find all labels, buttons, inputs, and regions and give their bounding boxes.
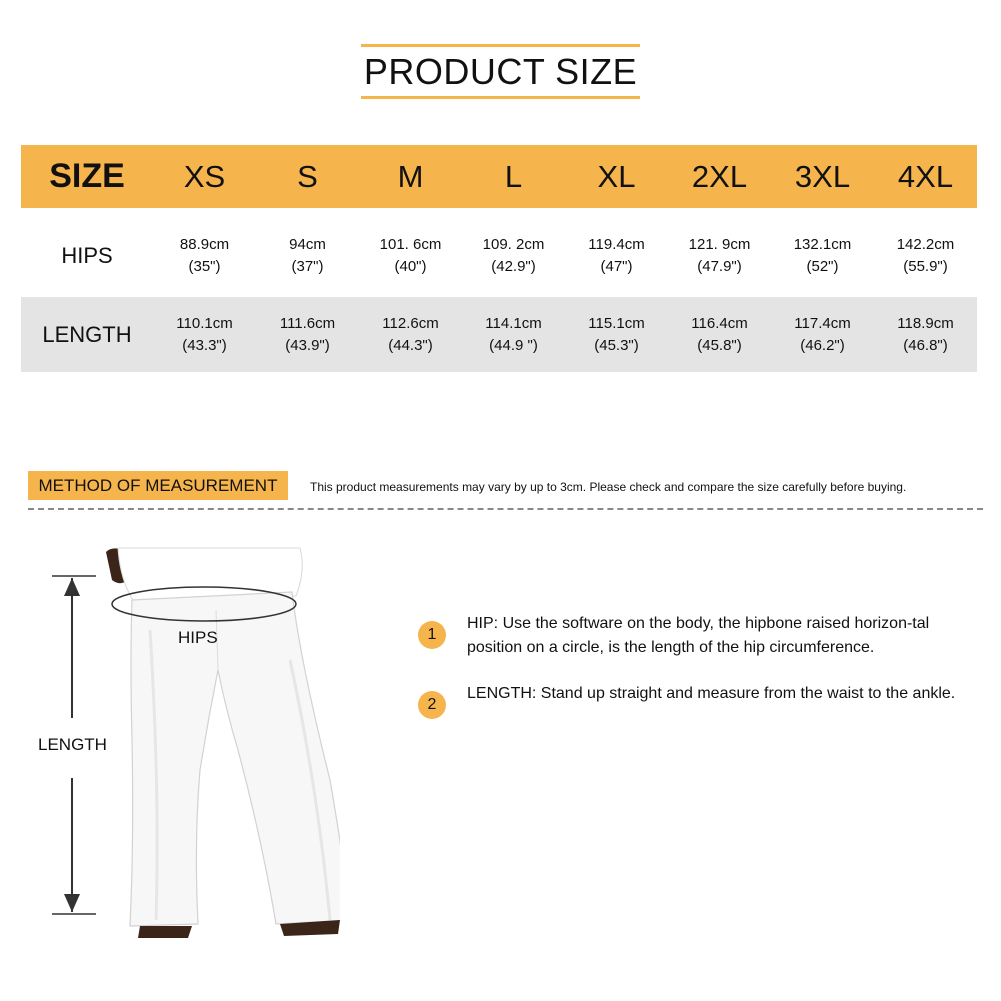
measurement-cell: [565, 218, 668, 293]
inch-value: (45.3"): [594, 336, 639, 354]
inch-value: (44.9 "): [489, 336, 538, 354]
cm-value: 119.4cm: [588, 235, 645, 253]
cm-value: 114.1cm: [485, 314, 542, 332]
measurement-cell: [771, 297, 874, 372]
cm-value: 142.2cm: [896, 235, 955, 253]
step-number-badge: 1: [418, 621, 446, 649]
measurement-cell: [771, 218, 874, 293]
cm-value: 117.4cm: [794, 314, 851, 332]
hips-figure-label: HIPS: [178, 628, 218, 647]
method-label: METHOD OF MEASUREMENT: [28, 471, 288, 500]
measurement-cell: [874, 218, 977, 293]
measurement-cell: [256, 297, 359, 372]
method-note: This product measurements may vary by up to 3cm. Please check and compare the size carefully before buying.: [310, 480, 907, 494]
inch-value: (52"): [806, 257, 839, 275]
size-header-cell: L: [462, 145, 565, 208]
size-header-cell: XL: [565, 145, 668, 208]
step-hip: [418, 612, 978, 660]
size-header-cell: 2XL: [668, 145, 771, 208]
left-foot-shape: [138, 926, 192, 938]
cm-value: 112.6cm: [382, 314, 439, 332]
inch-value: (55.9"): [903, 257, 948, 275]
measurement-cell: [565, 297, 668, 372]
inch-value: (47.9"): [697, 257, 742, 275]
size-header-cell: 3XL: [771, 145, 874, 208]
title-frame: [361, 44, 640, 99]
page-title: PRODUCT SIZE: [363, 50, 638, 92]
length-arrow-up: [64, 578, 80, 596]
measurement-cell: [668, 218, 771, 293]
cm-value: 88.9cm: [179, 235, 230, 253]
cm-value: 111.6cm: [279, 314, 336, 332]
step-length: [418, 682, 978, 719]
dashed-divider: [28, 508, 983, 510]
cm-value: 109. 2cm: [482, 235, 545, 253]
size-header-cell: M: [359, 145, 462, 208]
measurement-cell: [256, 218, 359, 293]
measurement-cell: [668, 297, 771, 372]
inch-value: (35"): [188, 257, 221, 275]
size-header-cell: S: [256, 145, 359, 208]
size-table: [21, 145, 977, 372]
size-header-cell: 4XL: [874, 145, 977, 208]
measurement-cell: [153, 297, 256, 372]
inch-value: (46.2"): [800, 336, 845, 354]
inch-value: (47"): [600, 257, 633, 275]
cm-value: 110.1cm: [176, 314, 233, 332]
table-row: [21, 297, 977, 372]
inch-value: (40"): [394, 257, 427, 275]
cm-value: 118.9cm: [897, 314, 954, 332]
inch-value: (42.9"): [491, 257, 536, 275]
length-figure-label: LENGTH: [38, 735, 107, 754]
inch-value: (37"): [291, 257, 324, 275]
cm-value: 94cm: [289, 235, 326, 253]
inch-value: (46.8"): [903, 336, 948, 354]
row-label: LENGTH: [21, 297, 153, 372]
cm-value: 132.1cm: [793, 235, 852, 253]
measurement-cell: [153, 218, 256, 293]
cm-value: 101. 6cm: [379, 235, 442, 253]
step-text: HIP: Use the software on the body, the hipbone raised horizon-tal position on a circle, is the length of the hip circumference.: [467, 615, 930, 656]
size-header-label: SIZE: [21, 145, 153, 208]
cm-value: 121. 9cm: [688, 235, 751, 253]
cm-value: 116.4cm: [691, 314, 748, 332]
inch-value: (43.9"): [285, 336, 330, 354]
cm-value: 115.1cm: [588, 314, 645, 332]
measurement-cell: [462, 297, 565, 372]
size-header-cell: XS: [153, 145, 256, 208]
measurement-cell: [874, 297, 977, 372]
step-number-badge: 2: [418, 691, 446, 719]
inch-value: (44.3"): [388, 336, 433, 354]
length-arrow-down: [64, 894, 80, 912]
step-text: LENGTH: Stand up straight and measure from the waist to the ankle.: [467, 685, 956, 702]
inch-value: (43.3"): [182, 336, 227, 354]
measurement-cell: [462, 218, 565, 293]
measurement-cell: [359, 297, 462, 372]
inch-value: (45.8"): [697, 336, 742, 354]
table-row: [21, 218, 977, 293]
measurement-cell: [359, 218, 462, 293]
size-header-row: [21, 145, 977, 208]
measurement-steps: [418, 612, 978, 741]
row-label: HIPS: [61, 242, 113, 268]
